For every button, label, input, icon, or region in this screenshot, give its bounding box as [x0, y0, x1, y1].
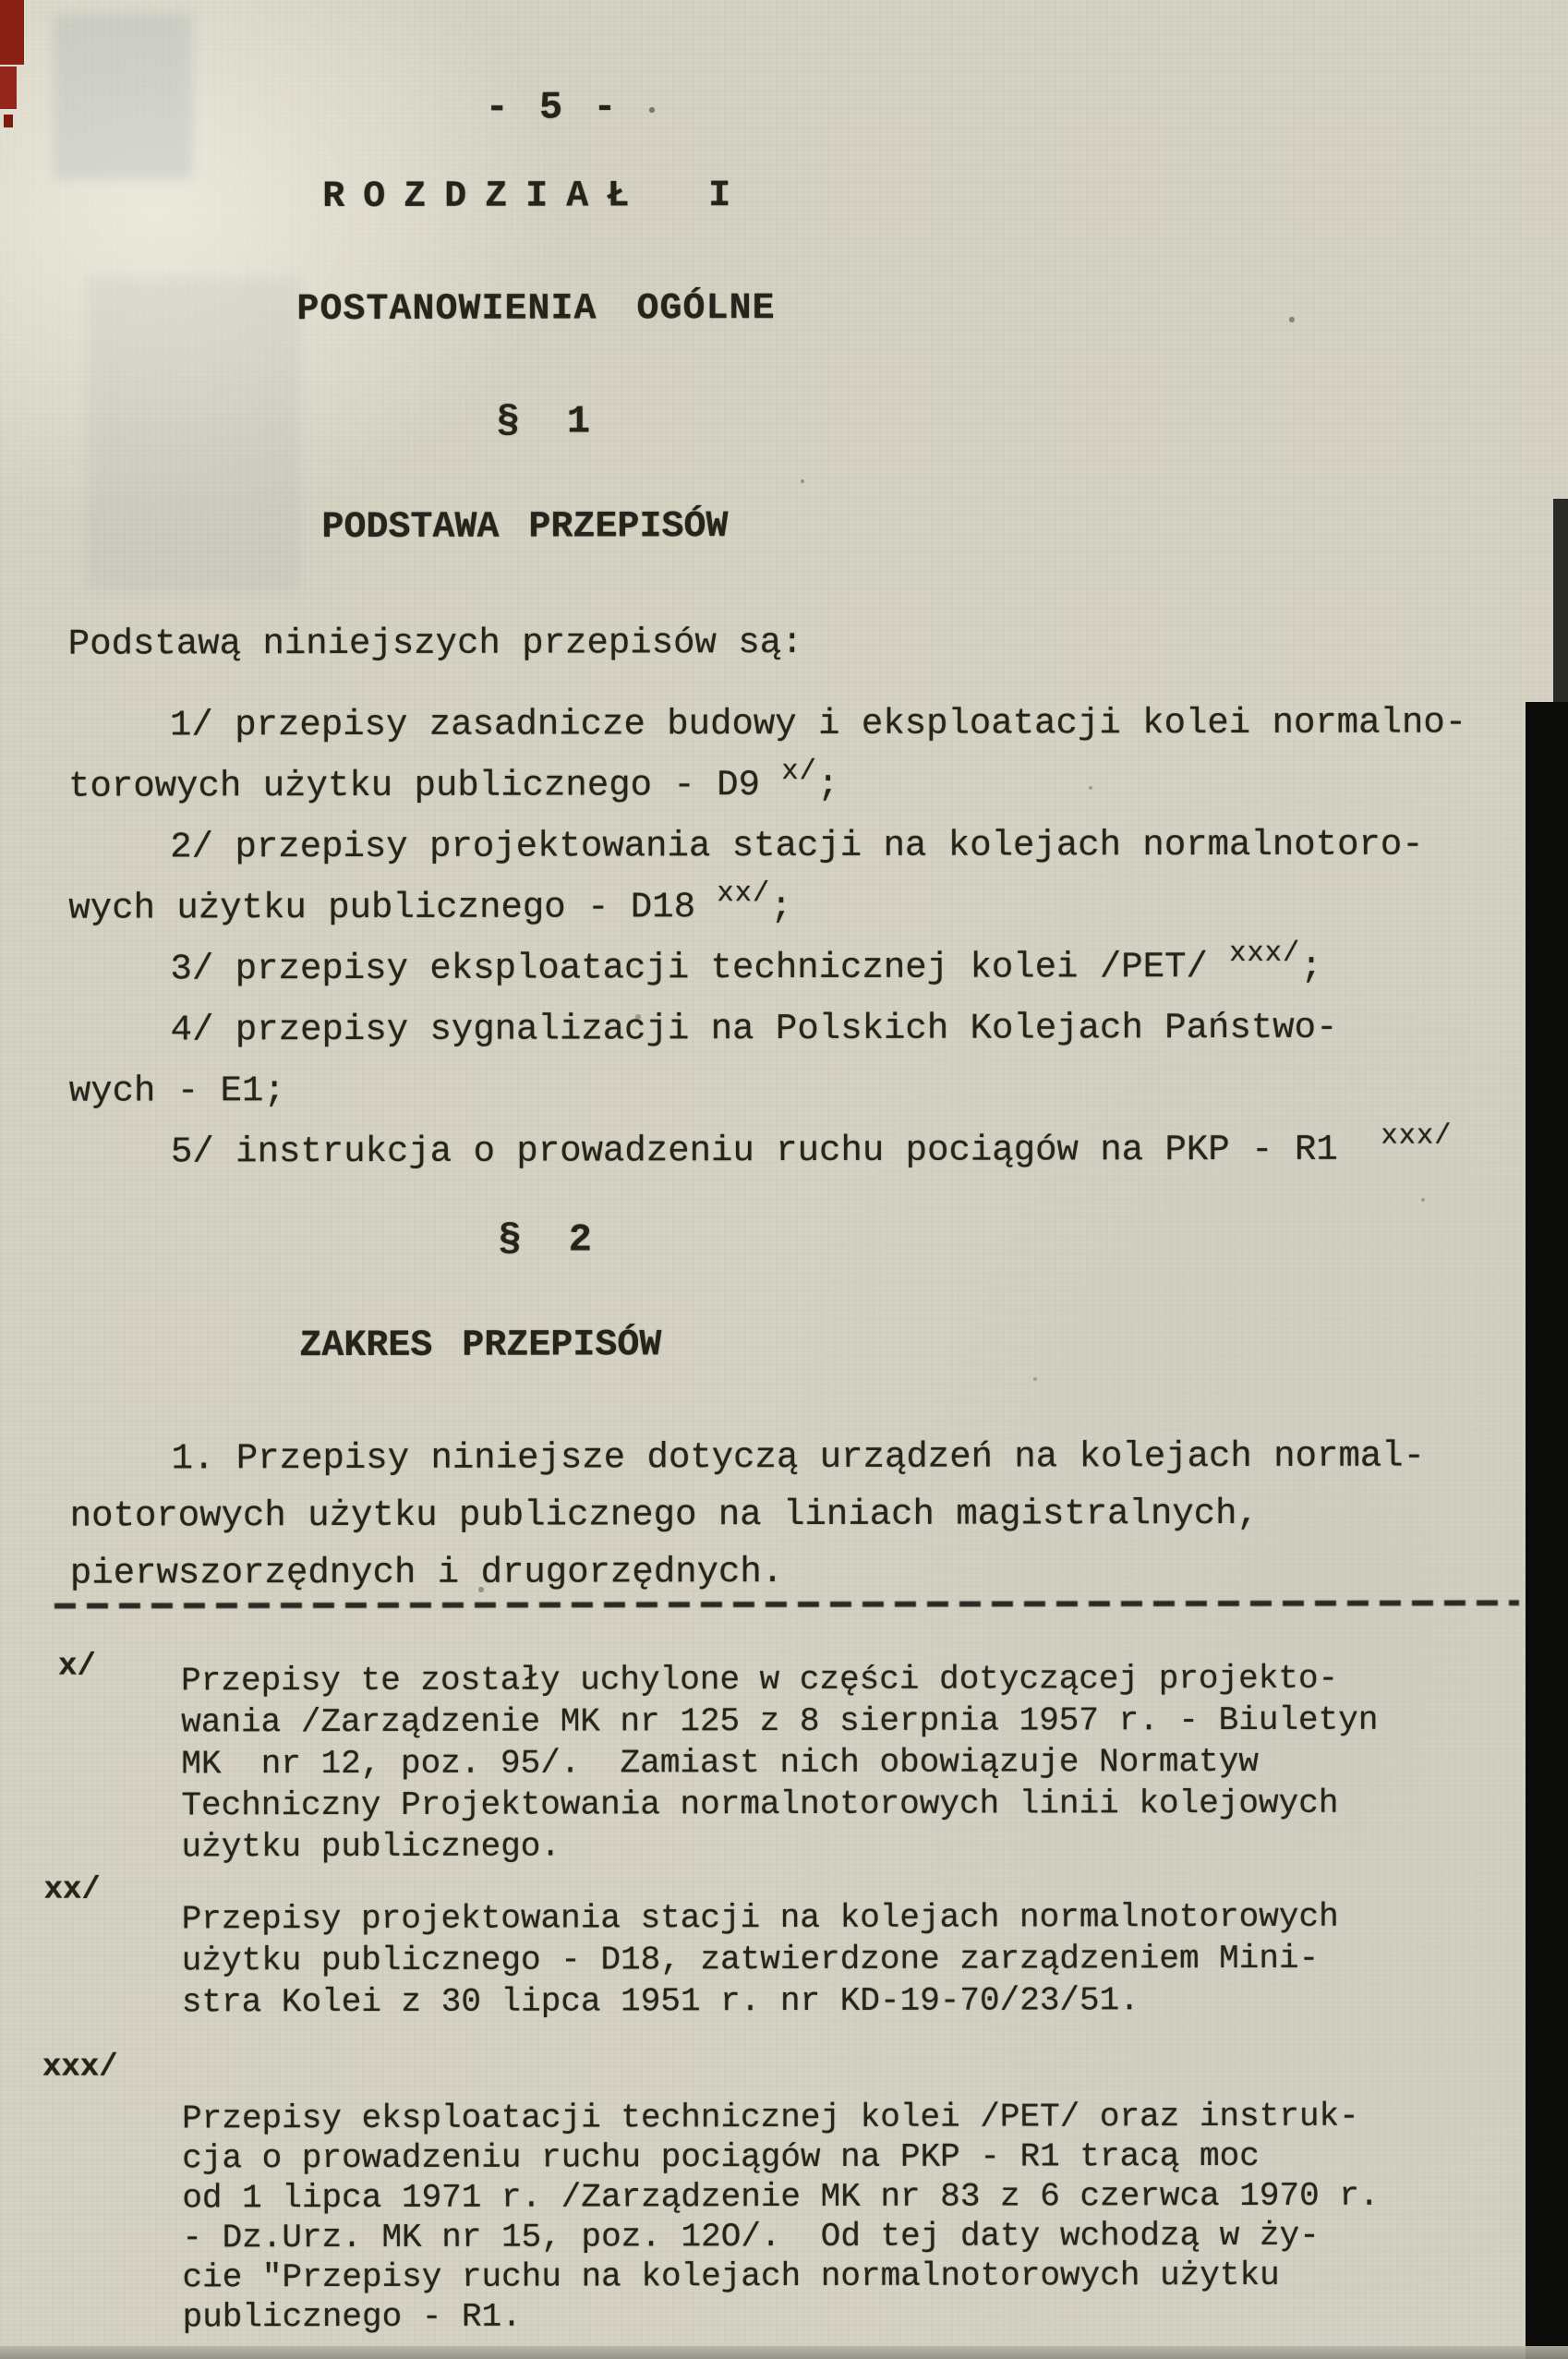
section-title: PODSTAWA PRZEPISÓW: [321, 506, 729, 550]
footnote-line: [181, 1784, 1338, 1825]
body-line: [170, 702, 1466, 745]
body-line: [68, 623, 803, 665]
text-segment: 1. Przepisy niniejsze dotyczą urządzeń na kolejach normal-: [171, 1435, 1426, 1480]
body-line: [68, 878, 792, 929]
body-line: [170, 825, 1424, 868]
text-segment: cie "Przepisy ruchu na kolejach normalnotorowych użytku: [182, 2256, 1280, 2297]
body-line: [172, 1436, 1426, 1480]
text-segment: publicznego - R1.: [182, 2297, 522, 2337]
footnote-line: [183, 2298, 522, 2337]
text-segment: wych - E1;: [68, 1071, 285, 1112]
footnote-reference-superscript: x/: [781, 756, 817, 789]
text-segment: torowych użytku publicznego - D9: [68, 765, 782, 807]
footnote-marker: x/: [58, 1649, 96, 1685]
body-line: [70, 1552, 783, 1594]
scan-edge-right: [1553, 499, 1568, 720]
text-segment: Podstawą niniejszych przepisów są:: [67, 622, 803, 665]
footnote-line: [182, 2098, 1359, 2138]
text-segment: Przepisy eksploatacji technicznej kolei /PET/ oraz instruk-: [182, 2097, 1359, 2138]
text-segment: 1/ przepisy zasadnicze budowy i eksploatacji kolei normalno-: [169, 702, 1467, 746]
footnote-separator-dashed-rule: [54, 1600, 1519, 1608]
body-line: [171, 1008, 1338, 1051]
text-segment: - Dz.Urz. MK nr 15, poz. 12O/. Od tej daty wchodzą w ży-: [182, 2216, 1320, 2257]
footnote-marker: xxx/: [42, 2050, 118, 2086]
text-segment: ;: [770, 886, 792, 928]
text-segment: ;: [816, 764, 839, 805]
footnote-line: [181, 1701, 1378, 1742]
section-mark: § 1: [496, 399, 591, 444]
footnote-reference-superscript: xxx/: [1229, 938, 1301, 970]
text-segment: MK nr 12, poz. 95/. Zamiast nich obowiązuje Normatyw: [181, 1742, 1259, 1784]
footnote-line: [182, 1898, 1339, 1939]
text-segment: wania /Zarządzenie MK nr 125 z 8 sierpnia 1957 r. - Biuletyn: [181, 1700, 1379, 1742]
footnote-reference-superscript: xxx/: [1381, 1120, 1453, 1153]
footnote-line: [182, 1981, 1140, 2021]
footnote-line: [181, 1660, 1338, 1700]
footnote-line: [182, 1940, 1319, 1980]
text-segment: cja o prowadzeniu ruchu pociągów na PKP - R1 tracą moc: [182, 2136, 1260, 2178]
footnote-line: [182, 2256, 1279, 2296]
text-segment: 2/ przepisy projektowania stacji na kolejach normalnotoro-: [170, 824, 1424, 868]
section-mark: § 2: [498, 1217, 592, 1263]
page-number: - 5 -: [485, 85, 621, 130]
body-line: [170, 1120, 1453, 1173]
chapter-subtitle: POSTANOWIENIA OGÓLNE: [296, 288, 776, 332]
text-segment: notorowych użytku publicznego na liniach magistralnych,: [69, 1493, 1260, 1537]
text-segment: 4/ przepisy sygnalizacji na Polskich Kolejach Państwo-: [170, 1007, 1338, 1051]
text-segment: od 1 lipca 1971 r. /Zarządzenie MK nr 83 z 6 czerwca 1970 r.: [182, 2176, 1380, 2218]
footnote-line: [182, 2217, 1319, 2257]
body-line: [68, 756, 839, 807]
footnote-line: [182, 2177, 1379, 2218]
body-line: [69, 1071, 285, 1111]
text-segment: pierwszorzędnych i drugorzędnych.: [69, 1552, 784, 1594]
footnote-line: [181, 1828, 561, 1867]
text-segment: użytku publicznego.: [181, 1827, 561, 1867]
text-segment: Przepisy projektowania stacji na kolejach normalnotorowych: [181, 1897, 1339, 1939]
text-segment: użytku publicznego - D18, zatwierdzone zarządzeniem Mini-: [181, 1939, 1320, 1980]
text-segment: wych użytku publicznego - D18: [68, 887, 718, 929]
chapter-heading: ROZDZIAŁ I: [322, 175, 750, 219]
footnote-line: [182, 2137, 1260, 2177]
footnote-reference-superscript: xx/: [717, 878, 771, 911]
body-line: [70, 1494, 1259, 1537]
text-segment: 3/ przepisy eksploatacji technicznej kolei /PET/: [170, 946, 1230, 990]
text-segment: Przepisy te zostały uchylone w części dotyczącej projekto-: [181, 1659, 1339, 1700]
text-segment: ;: [1300, 946, 1322, 987]
scan-edge-right: [1526, 702, 1568, 2359]
text-segment: stra Kolei z 30 lipca 1951 r. nr KD-19-70/23/51.: [181, 1981, 1140, 2022]
body-line: [170, 938, 1322, 990]
text-segment: 5/ instrukcja o prowadzeniu ruchu pociągów na PKP - R1: [170, 1129, 1381, 1173]
section-title: ZAKRES PRZEPISÓW: [299, 1325, 662, 1368]
scan-edge-bottom: [0, 2346, 1568, 2359]
footnote-marker: xx/: [43, 1872, 101, 1908]
text-segment: Techniczny Projektowania normalnotorowych linii kolejowych: [181, 1784, 1339, 1825]
footnote-line: [181, 1743, 1259, 1783]
